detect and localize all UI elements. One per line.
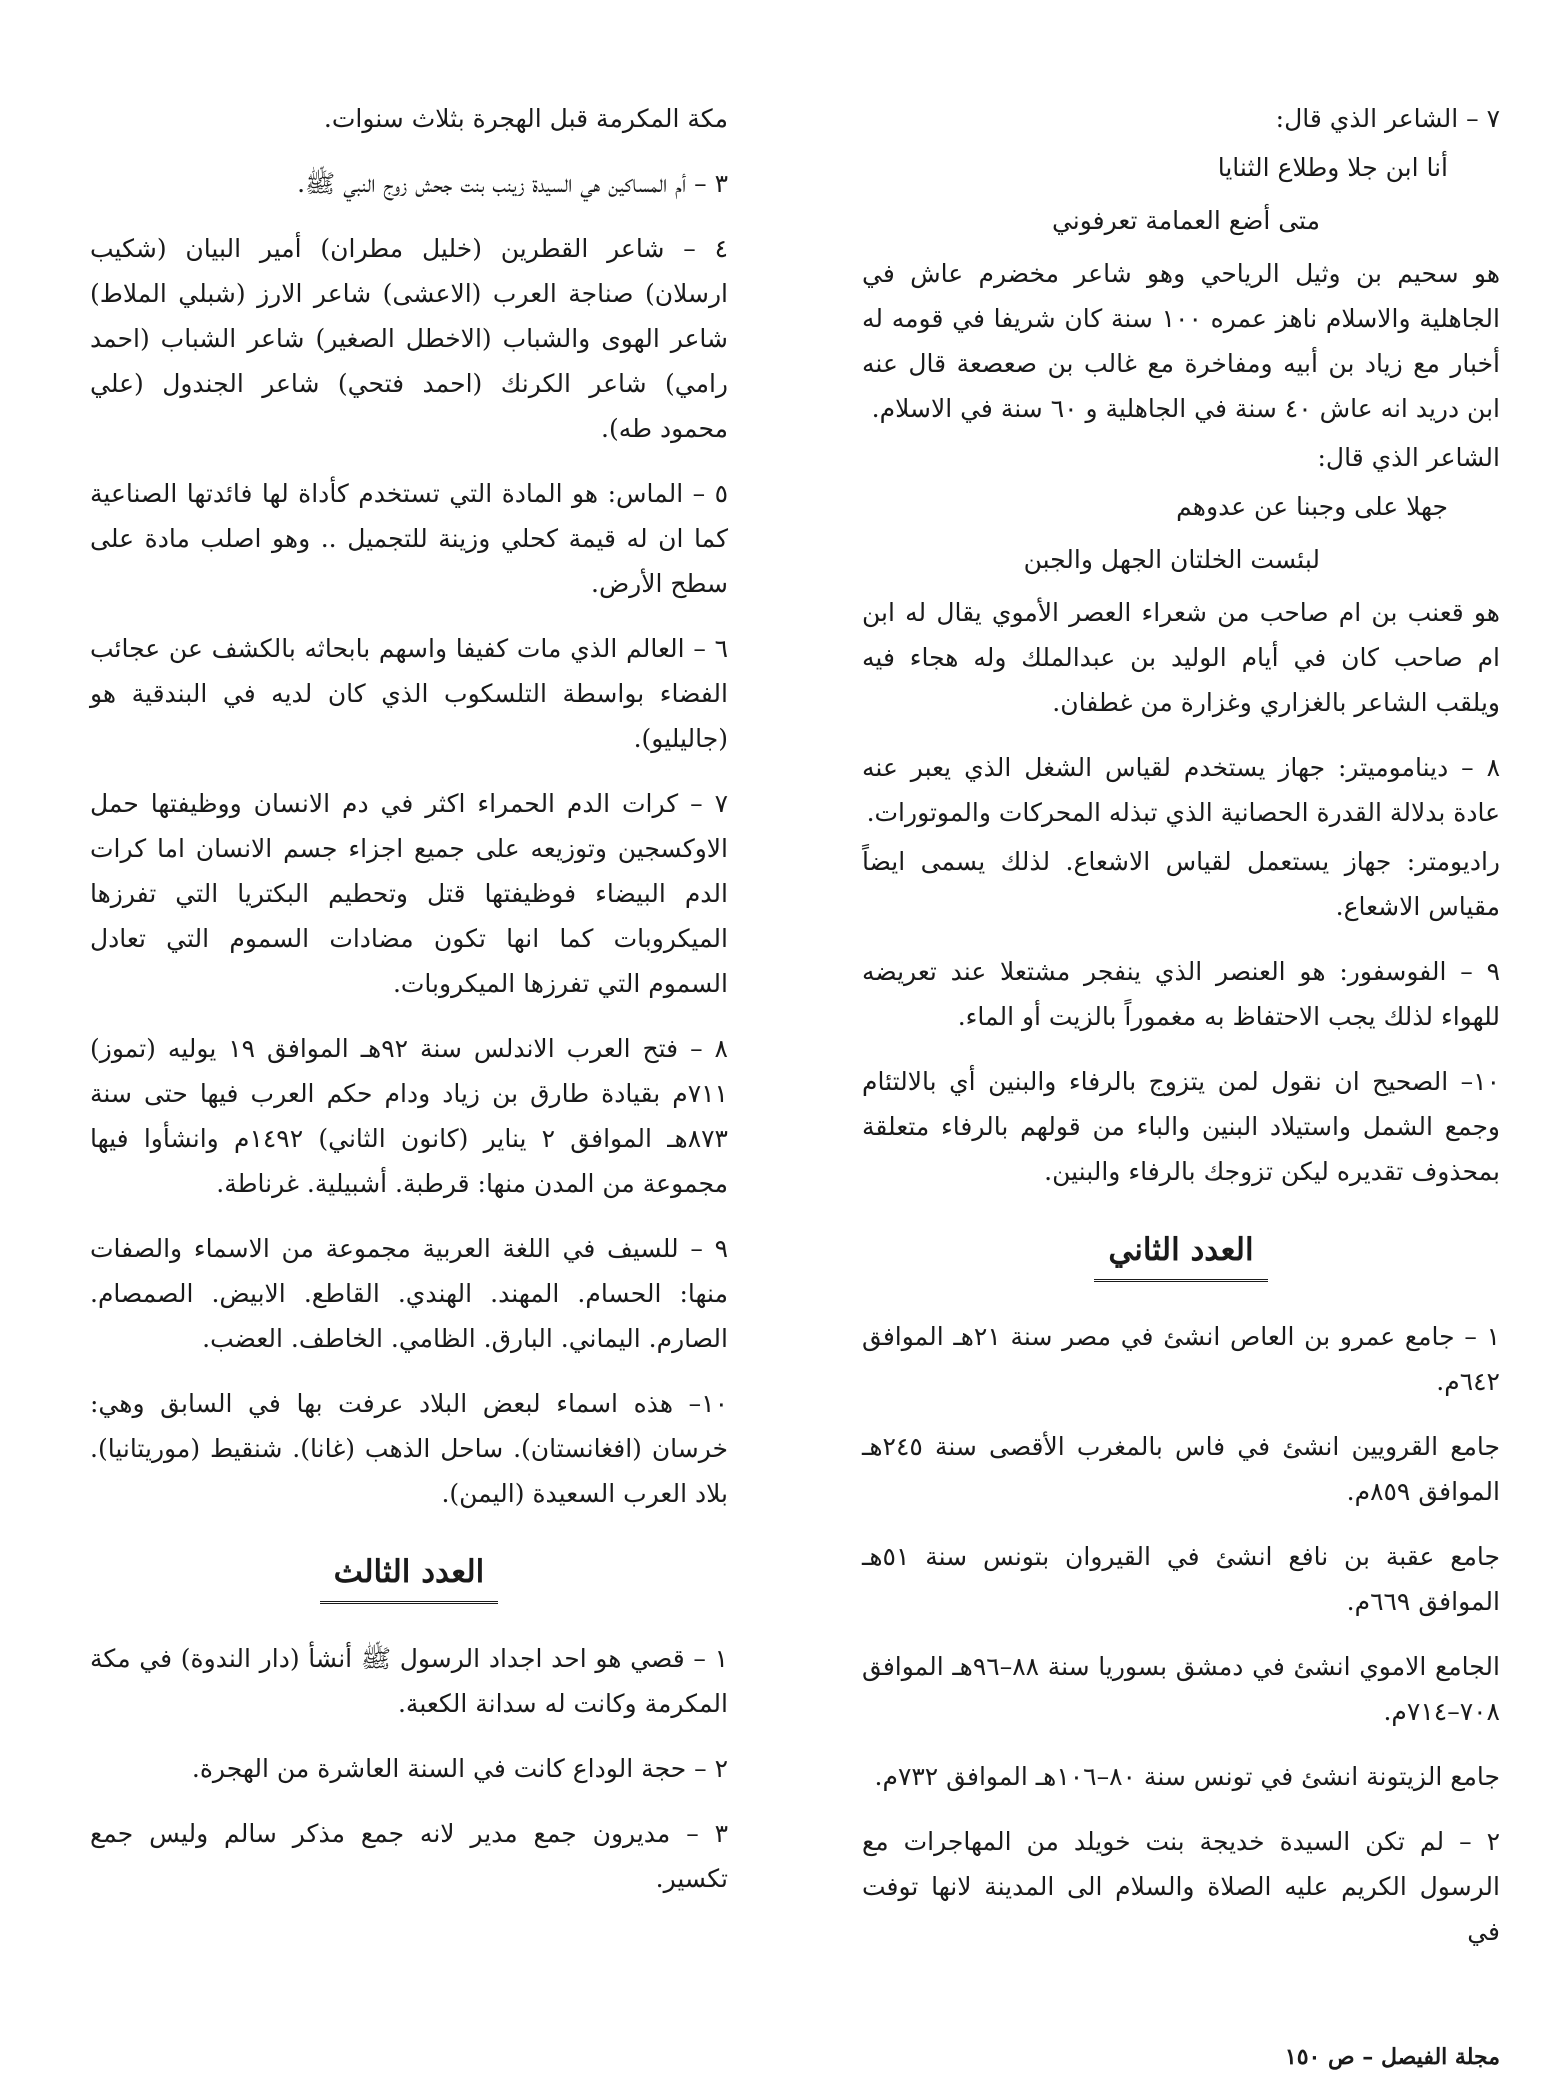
q9-answer: ٩ – الفوسفور: هو العنصر الذي ينفجر مشتعلا عند تعريضه للهواء لذلك يجب الاحتفاظ به مغموراً بالزيت أو الماء.: [862, 957, 1500, 1031]
q8-answer: ٨ – ديناموميتر: جهاز يستخدم لقياس الشغل الذي يعبر عنه عادة بدلالة القدرة الحصانية الذي تبذله المحركات والموتورات.: [862, 753, 1500, 827]
s2-q10: ١٠– هذه اسماء لبعض البلاد عرفت بها في السابق وهي: خرسان (افغانستان). ساحل الذهب (غانا). شنقيط (موريتانيا). بلاد العرب السعيدة (اليمن).: [90, 1389, 728, 1508]
s2-q7: ٧ – كرات الدم الحمراء اكثر في دم الانسان ووظيفتها حمل الاوكسجين وتوزيعه على جميع اجزاء جسم الانسان اما كرات الدم البيضاء فوظيفتها قتل وتحطيم البكتريا التي تفرزها الميكروبات كما انها تكون مضادات السموم التي تعادل السموم التي تفرزها الميكروبات.: [90, 789, 728, 998]
left-column: [90, 96, 728, 1921]
s2-q9: ٩ – للسيف في اللغة العربية مجموعة من الاسماء والصفات منها: الحسام. المهند. الهندي. القاطع. الابيض. الصمصام. الصارم. اليماني. البارق. الظامي. الخاطف. العضب.: [90, 1234, 728, 1353]
s3-q3: ٣ – مديرون جمع مدير لانه جمع مذكر سالم وليس جمع تكسير.: [90, 1819, 728, 1893]
page-footer: مجلة الفيصل – ص ١٥٠: [1284, 2044, 1500, 2070]
s2-q1-e: جامع الزيتونة انشئ في تونس سنة ٨٠–١٠٦هـ الموافق ٧٣٢م.: [874, 1762, 1500, 1791]
s2-q2: ٢ – لم تكن السيدة خديجة بنت خويلد من المهاجرات مع الرسول الكريم عليه الصلاة والسلام الى المدينة لانها توفت في: [862, 1827, 1500, 1946]
q7b-verse-line-2: لبئست الخلتان الجهل والجبن: [1023, 545, 1320, 574]
q8-extra: راديومتر: جهاز يستعمل لقياس الاشعاع. لذلك يسمى ايضاً مقياس الاشعاع.: [862, 847, 1500, 921]
s2-q3: ٣ – أم المساكين هي السيدة زينب بنت جحش زوج النبي ﷺ.: [297, 169, 728, 198]
q7-verse-line-1: أنا ابن جلا وطلاع الثنايا: [1217, 153, 1448, 182]
section-2-title: العدد الثاني: [862, 1228, 1500, 1282]
s2-q1-c: جامع عقبة بن نافع انشئ في القيروان بتونس سنة ٥١هـ الموافق ٦٦٩م.: [862, 1542, 1500, 1616]
s2-q5: ٥ – الماس: هو المادة التي تستخدم كأداة لها فائدتها الصناعية كما ان له قيمة كحلي وزينة للتجميل .. وهو اصلب مادة على سطح الأرض.: [90, 479, 728, 598]
q7-intro: ٧ – الشاعر الذي قال:: [1275, 104, 1500, 133]
q10-answer: ١٠– الصحيح ان نقول لمن يتزوج بالرفاء والبنين أي بالالتئام وجمع الشمل واستيلاد البنين والباء من قولهم بالرفاء متعلقة بمحذوف تقديره ليكن تزوجك بالرفاء والبنين.: [862, 1067, 1500, 1186]
s2-q8: ٨ – فتح العرب الاندلس سنة ٩٢هـ الموافق ١٩ يوليه (تموز) ٧١١م بقيادة طارق بن زياد ودام حكم العرب فيها حتى سنة ٨٧٣هـ الموافق ٢ يناير (كانون الثاني) ١٤٩٢م وانشأوا فيها مجموعة من المدن منها: قرطبة. أشبيلية. غرناطة.: [90, 1034, 728, 1198]
s2-q1-d: الجامع الاموي انشئ في دمشق بسوريا سنة ٨٨–٩٦هـ الموافق ٧٠٨–٧١٤م.: [862, 1652, 1500, 1726]
s2-q4: ٤ – شاعر القطرين (خليل مطران) أمير البيان (شكيب ارسلان) صناجة العرب (الاعشى) شاعر الارز (شبلي الملاط) شاعر الهوى والشباب (الاخطل الصغير) شاعر الشباب (احمد رامي) شاعر الكرنك (احمد فتحي) شاعر الجندول (علي محمود طه).: [90, 234, 728, 443]
s2-q6: ٦ – العالم الذي مات كفيفا واسهم بابحاثه بالكشف عن عجائب الفضاء بواسطة التلسكوب الذي كان لديه في البندقية هو (جاليليو).: [90, 634, 728, 753]
continued-text: مكة المكرمة قبل الهجرة بثلاث سنوات.: [323, 104, 728, 133]
q7-verse-line-2: متى أضع العمامة تعرفوني: [1051, 206, 1320, 235]
q7b-answer: هو قعنب بن ام صاحب من شعراء العصر الأموي يقال له ابن ام صاحب كان في أيام الوليد بن عبدالملك وله هجاء فيه ويلقب الشاعر بالغزاري وغزارة من غطفان.: [862, 598, 1500, 717]
q7b-verse-line-1: جهلا على وجبنا عن عدوهم: [1176, 492, 1448, 521]
s2-q1-b: جامع القرويين انشئ في فاس بالمغرب الأقصى سنة ٢٤٥هـ الموافق ٨٥٩م.: [862, 1432, 1500, 1506]
s3-q2: ٢ – حجة الوداع كانت في السنة العاشرة من الهجرة.: [191, 1754, 728, 1783]
s3-q1: ١ – قصي هو احد اجداد الرسول ﷺ أنشأ (دار الندوة) في مكة المكرمة وكانت له سدانة الكعبة.: [90, 1644, 728, 1718]
section-3-title: العدد الثالث: [90, 1550, 728, 1604]
s2-q1: ١ – جامع عمرو بن العاص انشئ في مصر سنة ٢١هـ الموافق ٦٤٢م.: [862, 1322, 1500, 1396]
q7b-intro: الشاعر الذي قال:: [1317, 443, 1500, 472]
q7-answer: هو سحيم بن وثيل الرياحي وهو شاعر مخضرم عاش في الجاهلية والاسلام ناهز عمره ١٠٠ سنة كان شريفا في قومه له أخبار مع زياد بن أبيه ومفاخرة مع غالب بن صعصعة قال عنه ابن دريد انه عاش ٤٠ سنة في الجاهلية و ٦٠ سنة في الاسلام.: [862, 259, 1500, 423]
right-column: [862, 96, 1500, 1974]
